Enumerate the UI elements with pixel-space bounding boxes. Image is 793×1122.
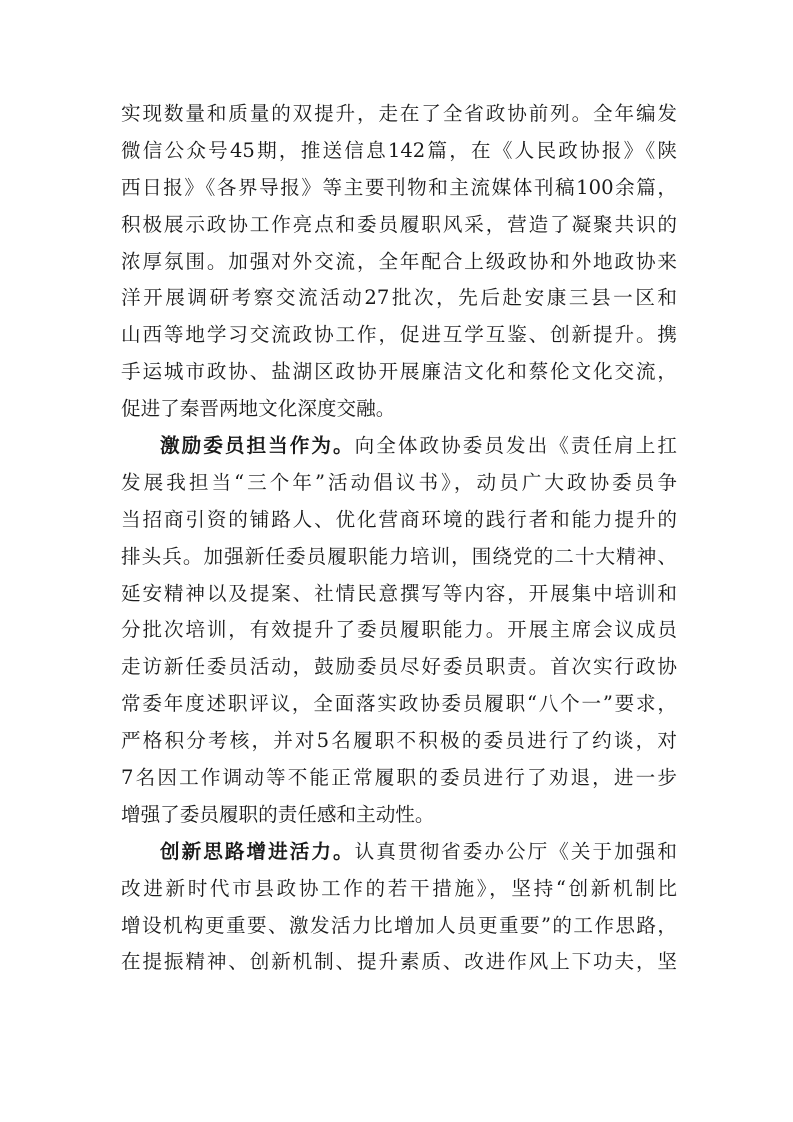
text-line — [121, 834, 677, 871]
text-line: 7名因工作调动等不能正常履职的委员进行了劝退，进一步 — [121, 766, 677, 790]
text-line: 改进新时代市县政协工作的若干措施》，坚持“创新机制比 — [121, 876, 677, 900]
text-line: 山西等地学习交流政协工作，促进互学互鉴、创新提升。携 — [121, 323, 677, 347]
text-line: 延安精神以及提案、社情民意撰写等内容，开展集中培训和 — [121, 581, 677, 605]
document-body — [121, 96, 677, 981]
text-line: 分批次培训，有效提升了委员履职能力。开展主席会议成员 — [121, 618, 677, 642]
text-line: 增强了委员履职的责任感和主动性。 — [121, 802, 435, 826]
text-line: 实现数量和质量的双提升，走在了全省政协前列。全年编发 — [121, 102, 677, 125]
text-line: 促进了秦晋两地文化深度交融。 — [121, 397, 396, 421]
text-line: 排头兵。加强新任委员履职能力培训，围绕党的二十大精神、 — [121, 544, 677, 568]
text-line: 常委年度述职评议，全面落实政协委员履职“八个一”要求， — [121, 692, 677, 716]
text-line: 当招商引资的铺路人、优化营商环境的践行者和能力提升的 — [121, 507, 677, 531]
text-line: 手运城市政协、盐湖区政协开展廉洁文化和蔡伦文化交流， — [121, 360, 677, 384]
text-line: 增设机构更重要、激发活力比增加人员更重要”的工作思路， — [121, 913, 677, 937]
text-line: 在提振精神、创新机制、提升素质、改进作风上下功夫，坚 — [121, 950, 677, 974]
text-line: 严格积分考核，并对5名履职不积极的委员进行了约谈，对 — [121, 729, 677, 753]
paragraph-2 — [121, 428, 677, 834]
text-line: 发展我担当“三个年”活动倡议书》，动员广大政协委员争 — [121, 470, 677, 494]
paragraph-1 — [121, 96, 677, 428]
paragraph-heading: 激励委员担当作为。 — [160, 434, 355, 458]
paragraph-3 — [121, 834, 677, 982]
text-line: 微信公众号45期，推送信息142篇，在《人民政协报》《陕 — [121, 138, 677, 162]
text-line — [121, 428, 677, 465]
paragraph-heading: 创新思路增进活力。 — [160, 839, 355, 863]
heading-line-rest: 认真贯彻省委办公厅《关于加强和 — [354, 839, 677, 863]
text-line: 洋开展调研考察交流活动27批次，先后赴安康三县一区和 — [121, 286, 677, 310]
heading-line-rest: 向全体政协委员发出《责任肩上扛 — [354, 434, 677, 458]
text-line: 浓厚氛围。加强对外交流，全年配合上级政协和外地政协来 — [121, 249, 677, 273]
text-line: 走访新任委员活动，鼓励委员尽好委员职责。首次实行政协 — [121, 655, 677, 679]
text-line: 积极展示政协工作亮点和委员履职风采，营造了凝聚共识的 — [121, 212, 677, 236]
text-line: 西日报》《各界导报》等主要刊物和主流媒体刊稿100余篇， — [121, 175, 677, 199]
